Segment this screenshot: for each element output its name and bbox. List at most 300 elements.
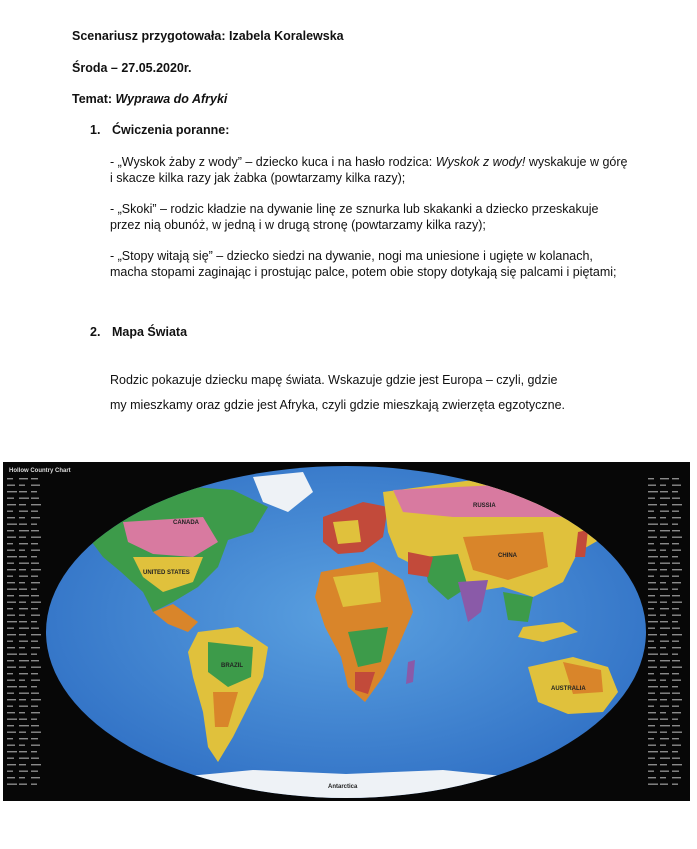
- world-map-svg: [3, 462, 690, 801]
- legend-line: [7, 608, 13, 609]
- legend-line: [19, 530, 29, 531]
- section-title: Mapa Świata: [112, 325, 188, 339]
- legend-line: [7, 485, 15, 486]
- legend-line: [19, 725, 29, 726]
- legend-line: [7, 764, 16, 765]
- legend-line: [19, 608, 28, 609]
- topic-line: [72, 91, 227, 107]
- legend-line: [672, 543, 679, 544]
- legend-line: [19, 485, 25, 486]
- legend-line: [7, 595, 14, 596]
- legend-line: [31, 608, 38, 609]
- exercise-2-line-2: przez nią obunóż, w jedną i w drugą stronę (powtarzamy kilka razy);: [110, 218, 486, 232]
- legend-line: [648, 530, 655, 531]
- legend-line: [31, 478, 38, 479]
- legend-line: [660, 654, 668, 655]
- legend-line: [672, 491, 678, 492]
- legend-line: [19, 686, 27, 687]
- legend-line: [19, 543, 28, 544]
- legend-line: [660, 478, 669, 479]
- legend-line: [660, 576, 669, 577]
- legend-line: [31, 485, 40, 486]
- legend-line: [19, 550, 25, 551]
- legend-line: [7, 602, 16, 603]
- legend-line: [7, 543, 13, 544]
- legend-line: [31, 680, 40, 681]
- legend-line: [7, 524, 17, 525]
- legend-line: [19, 699, 26, 700]
- legend-line: [660, 569, 667, 570]
- label-russia: RUSSIA: [473, 503, 496, 509]
- legend-line: [31, 745, 40, 746]
- legend-line: [660, 673, 669, 674]
- exercise-1-line-1: [110, 154, 627, 170]
- topic-label: Temat:: [72, 92, 113, 106]
- legend-line: [648, 667, 657, 668]
- legend-line: [660, 732, 667, 733]
- legend-line: [7, 634, 16, 635]
- legend-line: [31, 738, 38, 739]
- legend-line: [648, 543, 654, 544]
- legend-line: [660, 686, 668, 687]
- legend-line: [7, 615, 15, 616]
- legend-line: [31, 686, 37, 687]
- legend-line: [648, 498, 655, 499]
- legend-line: [660, 621, 668, 622]
- legend-line: [7, 556, 17, 557]
- legend-line: [7, 491, 17, 492]
- legend-line: [648, 485, 656, 486]
- legend-line: [672, 537, 682, 538]
- legend-line: [672, 615, 681, 616]
- legend-line: [31, 569, 41, 570]
- legend-line: [672, 732, 682, 733]
- legend-text-right: [648, 478, 682, 785]
- legend-line: [7, 771, 13, 772]
- legend-line: [648, 732, 657, 733]
- legend-line: [672, 576, 679, 577]
- legend-line: [648, 621, 658, 622]
- legend-line: [31, 511, 38, 512]
- exercise-2-line-1: - „Skoki” – rodzic kładzie na dywanie linę ze sznurka lub skakanki a dziecko przeskakuje: [110, 202, 599, 216]
- legend-line: [660, 764, 667, 765]
- legend-line: [648, 758, 655, 759]
- legend-line: [660, 725, 670, 726]
- legend-line: [31, 582, 40, 583]
- legend-line: [19, 511, 28, 512]
- legend-line: [19, 576, 28, 577]
- legend-line: [672, 784, 678, 785]
- legend-line: [648, 764, 657, 765]
- legend-line: [19, 563, 29, 564]
- legend-line: [19, 667, 26, 668]
- legend-line: [660, 582, 666, 583]
- legend-line: [31, 764, 41, 765]
- legend-line: [31, 732, 41, 733]
- legend-line: [648, 478, 654, 479]
- legend-line: [7, 576, 13, 577]
- legend-line: [660, 595, 670, 596]
- legend-line: [19, 504, 26, 505]
- legend-line: [7, 582, 15, 583]
- legend-line: [672, 634, 682, 635]
- legend-line: [648, 641, 654, 642]
- legend-line: [672, 758, 680, 759]
- map-paragraph-line-2: my mieszkamy oraz gdzie jest Afryka, czyli gdzie mieszkają zwierzęta egzotyczne.: [110, 398, 566, 412]
- legend-line: [648, 556, 658, 557]
- legend-line: [672, 524, 678, 525]
- legend-line: [7, 660, 14, 661]
- legend-line: [672, 686, 678, 687]
- legend-line: [672, 725, 680, 726]
- legend-line: [660, 628, 670, 629]
- legend-line: [672, 654, 678, 655]
- legend-line: [7, 680, 15, 681]
- legend-line: [660, 751, 668, 752]
- legend-line: [660, 517, 666, 518]
- legend-line: [19, 693, 29, 694]
- legend-line: [660, 608, 669, 609]
- legend-line: [648, 504, 657, 505]
- legend-line: [31, 595, 39, 596]
- legend-line: [648, 706, 654, 707]
- legend-line: [648, 595, 655, 596]
- legend-line: [19, 595, 29, 596]
- legend-line: [660, 615, 666, 616]
- legend-line: [31, 563, 39, 564]
- legend-line: [648, 660, 655, 661]
- legend-line: [672, 498, 680, 499]
- topic-title: Wyprawa do Afryki: [115, 92, 228, 106]
- legend-line: [672, 589, 678, 590]
- legend-line: [648, 771, 654, 772]
- legend-line: [7, 569, 16, 570]
- legend-line: [31, 654, 37, 655]
- legend-line: [7, 732, 16, 733]
- legend-line: [19, 569, 26, 570]
- legend-line: [31, 615, 40, 616]
- legend-line: [648, 550, 656, 551]
- section-title: Ćwiczenia poranne:: [112, 123, 230, 137]
- map-paragraph-line-1: Rodzic pokazuje dziecku mapę świata. Wskazuje gdzie jest Europa – czyli, gdzie: [110, 373, 558, 387]
- legend-line: [660, 543, 669, 544]
- legend-line: [19, 680, 25, 681]
- legend-line: [660, 498, 670, 499]
- legend-line: [672, 745, 681, 746]
- legend-line: [31, 524, 37, 525]
- legend-line: [31, 771, 38, 772]
- legend-line: [672, 485, 681, 486]
- legend-line: [660, 504, 667, 505]
- legend-line: [672, 478, 679, 479]
- legend-line: [660, 511, 669, 512]
- exercise-1-text: - „Wyskok żaby z wody” – dziecko kuca i na hasło rodzica:: [110, 155, 433, 169]
- legend-line: [672, 771, 679, 772]
- exercise-1-command: Wyskok z wody!: [435, 155, 526, 169]
- legend-line: [19, 641, 28, 642]
- legend-line: [660, 634, 667, 635]
- legend-line: [648, 563, 655, 564]
- legend-line: [7, 784, 17, 785]
- exercise-3-line-1: - „Stopy witają się” – dziecko siedzi na dywanie, nogi ma uniesione i ugięte w kolanach,: [110, 249, 593, 263]
- legend-line: [648, 784, 658, 785]
- exercise-1-line-2: i skacze kilka razy jak żabka (powtarzamy kilka razy);: [110, 171, 406, 185]
- legend-line: [7, 511, 13, 512]
- legend-line: [7, 673, 13, 674]
- legend-line: [19, 738, 28, 739]
- legend-line: [7, 758, 14, 759]
- legend-line: [660, 556, 668, 557]
- legend-line: [7, 751, 17, 752]
- section-number: 1.: [90, 123, 101, 137]
- legend-line: [648, 602, 657, 603]
- legend-line: [648, 634, 657, 635]
- legend-line: [648, 569, 657, 570]
- legend-line: [648, 738, 654, 739]
- legend-line: [7, 699, 16, 700]
- legend-text-left: [7, 478, 41, 785]
- legend-line: [672, 660, 680, 661]
- legend-line: [672, 738, 679, 739]
- legend-line: [31, 660, 39, 661]
- legend-line: [648, 491, 658, 492]
- legend-line: [19, 706, 28, 707]
- legend-line: [672, 673, 679, 674]
- legend-line: [672, 764, 682, 765]
- legend-line: [660, 699, 667, 700]
- legend-line: [19, 712, 25, 713]
- legend-line: [19, 732, 26, 733]
- legend-line: [31, 517, 40, 518]
- legend-line: [672, 712, 681, 713]
- legend-line: [19, 654, 27, 655]
- legend-line: [7, 517, 15, 518]
- legend-line: [648, 511, 654, 512]
- legend-line: [19, 582, 25, 583]
- label-usa: UNITED STATES: [143, 570, 190, 576]
- legend-line: [7, 530, 14, 531]
- legend-line: [660, 602, 667, 603]
- legend-line: [648, 673, 654, 674]
- legend-line: [648, 751, 658, 752]
- legend-line: [672, 582, 681, 583]
- legend-line: [19, 602, 26, 603]
- legend-line: [7, 550, 15, 551]
- legend-line: [7, 641, 13, 642]
- legend-line: [7, 537, 16, 538]
- section-heading-world-map: [90, 324, 187, 340]
- legend-line: [660, 693, 670, 694]
- legend-line: [660, 771, 669, 772]
- legend-line: [660, 777, 666, 778]
- legend-line: [660, 745, 666, 746]
- legend-line: [648, 628, 655, 629]
- legend-line: [672, 719, 678, 720]
- legend-line: [31, 621, 37, 622]
- legend-line: [7, 745, 15, 746]
- legend-line: [660, 758, 670, 759]
- legend-line: [7, 498, 14, 499]
- legend-line: [31, 530, 39, 531]
- legend-line: [660, 537, 667, 538]
- legend-line: [648, 647, 656, 648]
- legend-line: [7, 777, 15, 778]
- legend-line: [672, 530, 680, 531]
- label-antarctica: Antarctica: [328, 784, 358, 790]
- legend-line: [31, 556, 37, 557]
- date-line: Środa – 27.05.2020r.: [72, 61, 192, 75]
- legend-line: [19, 537, 26, 538]
- legend-line: [660, 719, 668, 720]
- legend-line: [660, 563, 670, 564]
- legend-line: [7, 706, 13, 707]
- legend-line: [660, 550, 666, 551]
- legend-line: [31, 602, 41, 603]
- legend-line: [672, 628, 680, 629]
- legend-line: [31, 758, 39, 759]
- legend-line: [19, 784, 27, 785]
- legend-line: [660, 524, 668, 525]
- legend-line: [19, 777, 25, 778]
- label-canada: CANADA: [173, 520, 199, 526]
- legend-line: [7, 647, 15, 648]
- legend-line: [19, 589, 27, 590]
- legend-line: [7, 478, 13, 479]
- legend-line: [648, 589, 658, 590]
- legend-line: [660, 784, 668, 785]
- legend-line: [7, 628, 14, 629]
- legend-line: [672, 595, 680, 596]
- legend-line: [31, 673, 38, 674]
- legend-line: [672, 699, 682, 700]
- legend-line: [31, 504, 41, 505]
- legend-line: [672, 647, 681, 648]
- legend-line: [672, 569, 682, 570]
- legend-line: [19, 673, 28, 674]
- legend-line: [648, 524, 658, 525]
- legend-line: [672, 504, 682, 505]
- label-china: CHINA: [498, 553, 517, 559]
- legend-line: [660, 485, 666, 486]
- legend-line: [31, 693, 39, 694]
- legend-line: [648, 712, 656, 713]
- legend-line: [672, 602, 682, 603]
- world-map-image: [3, 462, 690, 801]
- legend-line: [672, 667, 682, 668]
- legend-line: [648, 615, 656, 616]
- legend-line: [648, 608, 654, 609]
- legend-line: [19, 498, 29, 499]
- legend-line: [7, 504, 16, 505]
- legend-line: [31, 537, 41, 538]
- legend-left-columns: [9, 482, 39, 782]
- legend-line: [19, 628, 29, 629]
- legend-line: [19, 751, 27, 752]
- legend-line: [31, 725, 39, 726]
- legend-line: [7, 686, 17, 687]
- legend-line: [648, 693, 655, 694]
- legend-line: [648, 686, 658, 687]
- legend-line: [672, 563, 680, 564]
- legend-line: [31, 719, 37, 720]
- legend-line: [7, 621, 17, 622]
- legend-line: [7, 719, 17, 720]
- legend-line: [31, 634, 41, 635]
- legend-title: Hollow Country Chart: [9, 468, 71, 474]
- legend-line: [672, 777, 681, 778]
- legend-line: [672, 511, 679, 512]
- legend-line: [660, 641, 669, 642]
- legend-line: [19, 771, 28, 772]
- legend-line: [648, 745, 656, 746]
- section-number: 2.: [90, 325, 101, 339]
- legend-line: [19, 517, 25, 518]
- legend-line: [648, 725, 655, 726]
- legend-line: [31, 498, 39, 499]
- legend-line: [31, 550, 40, 551]
- exercise-3-line-2: macha stopami zaginając i prostując palce, potem obie stopy dotykają się palcami i piętami;: [110, 265, 617, 279]
- legend-line: [19, 524, 27, 525]
- legend-line: [7, 738, 13, 739]
- legend-line: [648, 777, 656, 778]
- legend-line: [19, 478, 28, 479]
- legend-line: [19, 621, 27, 622]
- legend-line: [648, 537, 657, 538]
- legend-line: [648, 719, 658, 720]
- legend-line: [31, 641, 38, 642]
- legend-line: [31, 706, 38, 707]
- legend-line: [31, 491, 37, 492]
- legend-line: [648, 517, 656, 518]
- legend-line: [660, 647, 666, 648]
- legend-line: [660, 660, 670, 661]
- legend-line: [31, 589, 37, 590]
- legend-line: [672, 706, 679, 707]
- section-heading-exercises: [90, 122, 229, 138]
- legend-line: [7, 712, 15, 713]
- legend-line: [648, 654, 658, 655]
- legend-line: [672, 680, 681, 681]
- legend-line: [7, 667, 16, 668]
- legend-line: [31, 667, 41, 668]
- legend-line: [660, 667, 667, 668]
- legend-line: [660, 589, 668, 590]
- legend-line: [648, 699, 657, 700]
- legend-line: [31, 751, 37, 752]
- legend-line: [19, 615, 25, 616]
- legend-line: [7, 725, 14, 726]
- legend-line: [660, 738, 669, 739]
- legend-line: [672, 751, 678, 752]
- legend-line: [660, 530, 670, 531]
- legend-line: [672, 641, 679, 642]
- legend-line: [31, 543, 38, 544]
- legend-line: [672, 621, 678, 622]
- legend-line: [7, 693, 14, 694]
- legend-line: [648, 680, 656, 681]
- legend-line: [19, 647, 25, 648]
- legend-line: [19, 634, 26, 635]
- legend-line: [19, 745, 25, 746]
- legend-line: [660, 491, 668, 492]
- author-line: Scenariusz przygotowała: Izabela Koralewska: [72, 29, 344, 43]
- legend-line: [648, 582, 656, 583]
- legend-line: [660, 712, 666, 713]
- label-brazil: BRAZIL: [221, 663, 243, 669]
- legend-line: [19, 764, 26, 765]
- legend-line: [672, 550, 681, 551]
- legend-line: [672, 556, 678, 557]
